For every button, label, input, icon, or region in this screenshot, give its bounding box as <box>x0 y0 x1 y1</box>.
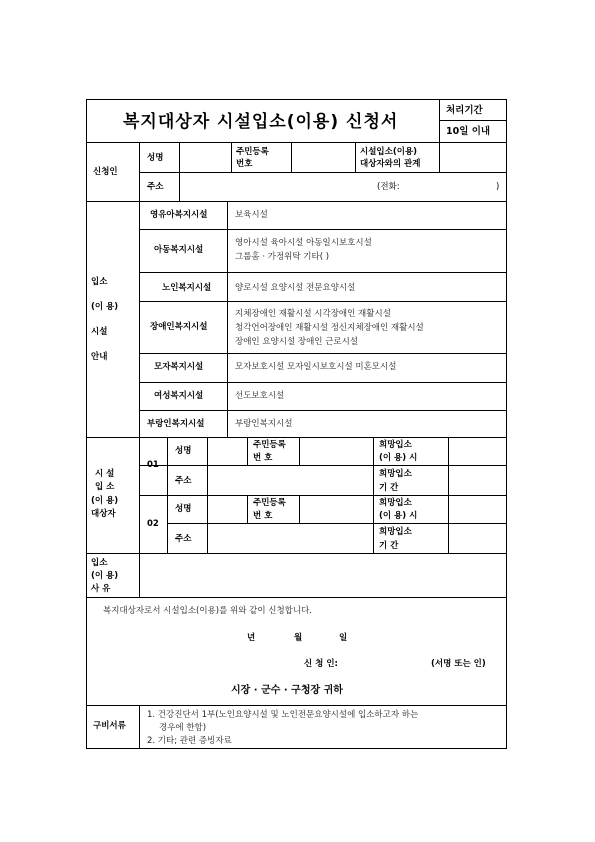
divider <box>87 597 507 598</box>
desired-period-label: 희망입소 <box>379 527 412 537</box>
target-section-label: 대상자 <box>91 509 116 519</box>
relation-label: 시설입소(이용) <box>360 147 418 157</box>
divider <box>247 495 248 523</box>
desired-period-label: 기 간 <box>379 541 399 551</box>
facility-options: 양로시설 요양시설 전문요양시설 <box>235 283 356 293</box>
divider <box>139 705 140 749</box>
divider <box>291 142 292 172</box>
facility-category: 여성복지시설 <box>154 391 204 401</box>
divider <box>87 705 507 706</box>
facility-options: 보육시설 <box>235 210 268 220</box>
facility-options: 부랑인복지시설 <box>235 419 293 429</box>
person-number: 02 <box>147 519 159 529</box>
divider <box>179 142 180 201</box>
applicant-address-label: 주소 <box>147 182 164 192</box>
person-address-label: 주소 <box>175 476 192 486</box>
desired-date-label: 희망입소 <box>379 440 412 450</box>
divider <box>139 410 507 411</box>
person-rrn-label: 주민등록 <box>253 498 286 508</box>
divider <box>167 523 507 524</box>
divider <box>139 272 507 273</box>
person-name-label: 성명 <box>175 504 192 514</box>
divider <box>299 495 300 523</box>
divider <box>139 495 507 496</box>
person-rrn-label: 주민등록 <box>253 440 286 450</box>
divider <box>439 120 507 121</box>
divider <box>355 142 356 172</box>
applicant-label: 신청인 <box>93 167 118 177</box>
desired-date-label: (이 용) 시 <box>379 511 418 521</box>
divider <box>439 100 440 142</box>
applicant-rrn-label: 번호 <box>236 159 253 169</box>
phone-field: ) <box>496 182 500 192</box>
facility-category: 모자복지시설 <box>154 362 204 372</box>
facility-category: 영유아복지시설 <box>150 210 208 220</box>
target-section-label: 입 소 <box>95 482 115 492</box>
facility-options: 지체장애인 재활시설 시각장애인 재활시설 <box>235 309 391 319</box>
facility-section-label: 안내 <box>91 352 108 362</box>
facility-section-label: (이 용) <box>91 302 119 312</box>
divider <box>87 437 507 438</box>
facility-category: 장애인복지시설 <box>150 322 208 332</box>
divider <box>139 553 140 597</box>
target-section-label: (이 용) <box>91 496 119 506</box>
person-rrn-label: 번 호 <box>253 511 273 521</box>
facility-options: 영아시설 육아시설 아동일시보호시설 <box>235 238 372 248</box>
person-address-label: 주소 <box>175 534 192 544</box>
reason-label: 사 유 <box>91 584 111 594</box>
facility-options: 선도보호시설 <box>235 391 285 401</box>
person-name-label: 성명 <box>175 446 192 456</box>
signer-label: 신 청 인: <box>304 659 338 669</box>
date-day: 일 <box>339 633 348 643</box>
addressee: 시장 · 군수 · 구청장 귀하 <box>231 685 343 696</box>
facility-options: 청각언어장애인 재활시설 정신지체장애인 재활시설 <box>235 323 424 333</box>
documents-item: 2. 기타; 관련 증빙자료 <box>147 736 232 746</box>
divider <box>139 465 507 466</box>
phone-field: (전화: <box>377 182 400 192</box>
divider <box>139 201 140 437</box>
person-rrn-label: 번 호 <box>253 453 273 463</box>
facility-options: 장애인 요양시설 장애인 근로시설 <box>235 337 359 347</box>
divider <box>139 229 507 230</box>
date-month: 월 <box>294 633 303 643</box>
facility-section-label: 입소 <box>91 277 108 287</box>
application-form <box>86 99 507 749</box>
facility-section-label: 시설 <box>91 327 108 337</box>
signature-label: (서명 또는 인) <box>431 659 486 669</box>
form-title: 복지대상자 시설입소(이용) 신청서 <box>123 112 399 132</box>
divider <box>139 382 507 383</box>
declaration-text: 복지대상자로서 시설입소(이용)를 위와 같이 신청합니다. <box>103 606 312 616</box>
target-section-label: 시 설 <box>95 469 115 479</box>
divider <box>439 142 440 172</box>
divider <box>87 142 507 143</box>
applicant-name-label: 성명 <box>147 153 164 163</box>
divider <box>139 353 507 354</box>
divider <box>231 142 232 172</box>
person-number: 01 <box>147 460 159 470</box>
facility-options: 모자보호시설 모자일시보호시설 미혼모시설 <box>235 362 397 372</box>
divider <box>87 553 507 554</box>
desired-date-label: (이 용) 시 <box>379 453 418 463</box>
date-year: 년 <box>247 633 256 643</box>
documents-item: 경우에 한함) <box>159 723 207 733</box>
documents-item: 1. 건강진단서 1부(노인요양시설 및 노인전문요양시설에 입소하고자 하는 <box>147 710 419 720</box>
divider <box>139 172 507 173</box>
desired-period-label: 희망입소 <box>379 469 412 479</box>
divider <box>247 437 248 465</box>
facility-category: 노인복지시설 <box>162 283 212 293</box>
applicant-rrn-label: 주민등록 <box>236 147 269 157</box>
facility-options: 그룹홈 · 가정위탁 기타( ) <box>235 252 330 262</box>
processing-period-label: 처리기간 <box>446 105 483 116</box>
facility-category: 아동복지시설 <box>154 245 204 255</box>
desired-period-label: 기 간 <box>379 483 399 493</box>
divider <box>87 201 507 202</box>
divider <box>139 301 507 302</box>
relation-label: 대상자와의 관계 <box>360 159 421 169</box>
documents-label: 구비서류 <box>93 721 126 731</box>
processing-period-value: 10일 이내 <box>446 126 491 137</box>
reason-label: 입소 <box>91 558 108 568</box>
desired-date-label: 희망입소 <box>379 498 412 508</box>
divider <box>227 201 228 437</box>
facility-category: 부랑인복지시설 <box>147 419 205 429</box>
reason-label: (이 용) <box>91 571 119 581</box>
divider <box>299 437 300 465</box>
